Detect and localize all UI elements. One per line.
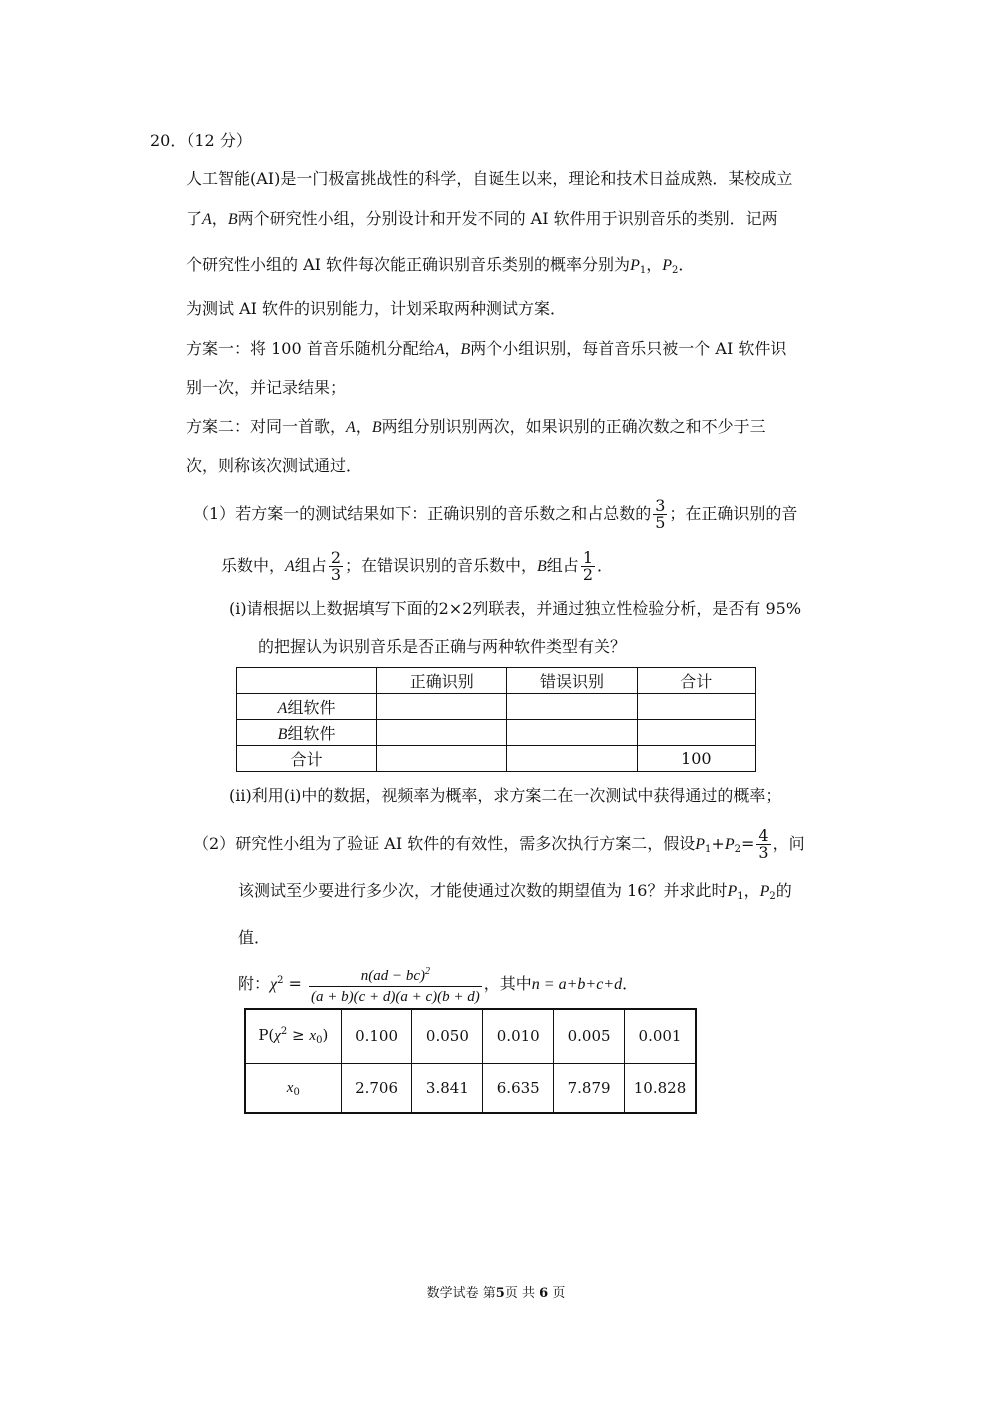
table-row: B组软件: [237, 720, 756, 746]
part1-line-2: 乐数中，A组占 $\frac{2}{3}$ ；在错误识别的音乐数中，B组占 $\frac{1}{2}$ ．: [221, 548, 614, 584]
contingency-table: [236, 667, 756, 772]
plan2-line-1: 方案二：对同一首歌，A，B两组分别识别两次，如果识别的正确次数之和不少于三: [186, 417, 766, 436]
fraction-three-fifths: $\frac{3}{5}$: [655, 496, 666, 532]
critical-value-table: [244, 1008, 697, 1114]
part1-line-1: （1）若方案一的测试结果如下：正确识别的音乐数之和占总数的 $\frac{3}{5}$ ；在正确识别的音: [193, 496, 798, 532]
plan1-line-1: 方案一：将 100 首音乐随机分配给A，B两个小组识别，每首音乐只被一个 AI 软件识: [186, 339, 787, 358]
part2-line-1: （2）研究性小组为了验证 AI 软件的有效性，需多次执行方案二，假设$P_1+P_2=$ $\frac{4}{3}$ ，问: [193, 826, 805, 862]
table-row: 合计 100: [237, 746, 756, 772]
table-row: $P(\chi^2 \ge x_0)$ 0.100 0.050 0.010 0.005 0.001: [245, 1009, 696, 1063]
part2-line-2: 该测试至少要进行多少次，才能使通过次数的期望值为 16？并求此时$P_1$，$P_2$的: [238, 881, 792, 902]
intro-line-3: 个研究性小组的 AI 软件每次能正确识别音乐类别的概率分别为$P_1$，$P_2$．: [186, 255, 695, 276]
intro-line-2: 了A，B两个研究性小组，分别设计和开发不同的 AI 软件用于识别音乐的类别．记两: [186, 209, 778, 228]
page-footer: 数学试卷 第5页 共 6 页: [426, 1286, 566, 1301]
chi-square-fraction: $\frac{n(ad - bc)^2}{(a + b)(c + d)(a + c)(b + d)}$: [309, 962, 482, 1007]
part2-line-3: 值．: [238, 928, 271, 947]
table-row: 正确识别 错误识别 合计: [237, 668, 756, 694]
fraction-one-half: $\frac{1}{2}$: [582, 548, 593, 584]
appendix-formula: 附：$\chi^2$ = $\frac{n(ad - bc)^2}{(a + b)(c + d)(a + c)(b + d)}$ ，其中n = a+b+c+d．: [238, 962, 638, 1007]
table-row: $x_0$ 2.706 3.841 6.635 7.879 10.828: [245, 1063, 696, 1113]
intro-line-1: 人工智能(AI)是一门极富挑战性的科学，自诞生以来，理论和技术日益成熟．某校成立: [186, 169, 793, 188]
problem-score: （12 分）: [186, 131, 252, 150]
plan1-line-2: 别一次，并记录结果；: [186, 378, 347, 397]
test-intro: 为测试 AI 软件的识别能力，计划采取两种测试方案．: [186, 299, 567, 318]
sub-i-line-2: 的把握认为识别音乐是否正确与两种软件类型有关？: [258, 637, 627, 656]
sub-ii-line: (ii)利用(i)中的数据，视频率为概率，求方案二在一次测试中获得通过的概率；: [229, 786, 782, 805]
fraction-four-thirds: $\frac{4}{3}$: [758, 826, 769, 862]
sub-i-line-1: (i)请根据以上数据填写下面的2×2列联表，并通过独立性检验分析，是否有 95%: [229, 599, 802, 618]
table-row: A组软件: [237, 694, 756, 720]
fraction-two-thirds: $\frac{2}{3}$: [330, 548, 341, 584]
problem-number: 20．: [150, 131, 187, 150]
plan2-line-2: 次，则称该次测试通过．: [186, 456, 363, 475]
problem-header: [150, 130, 252, 152]
